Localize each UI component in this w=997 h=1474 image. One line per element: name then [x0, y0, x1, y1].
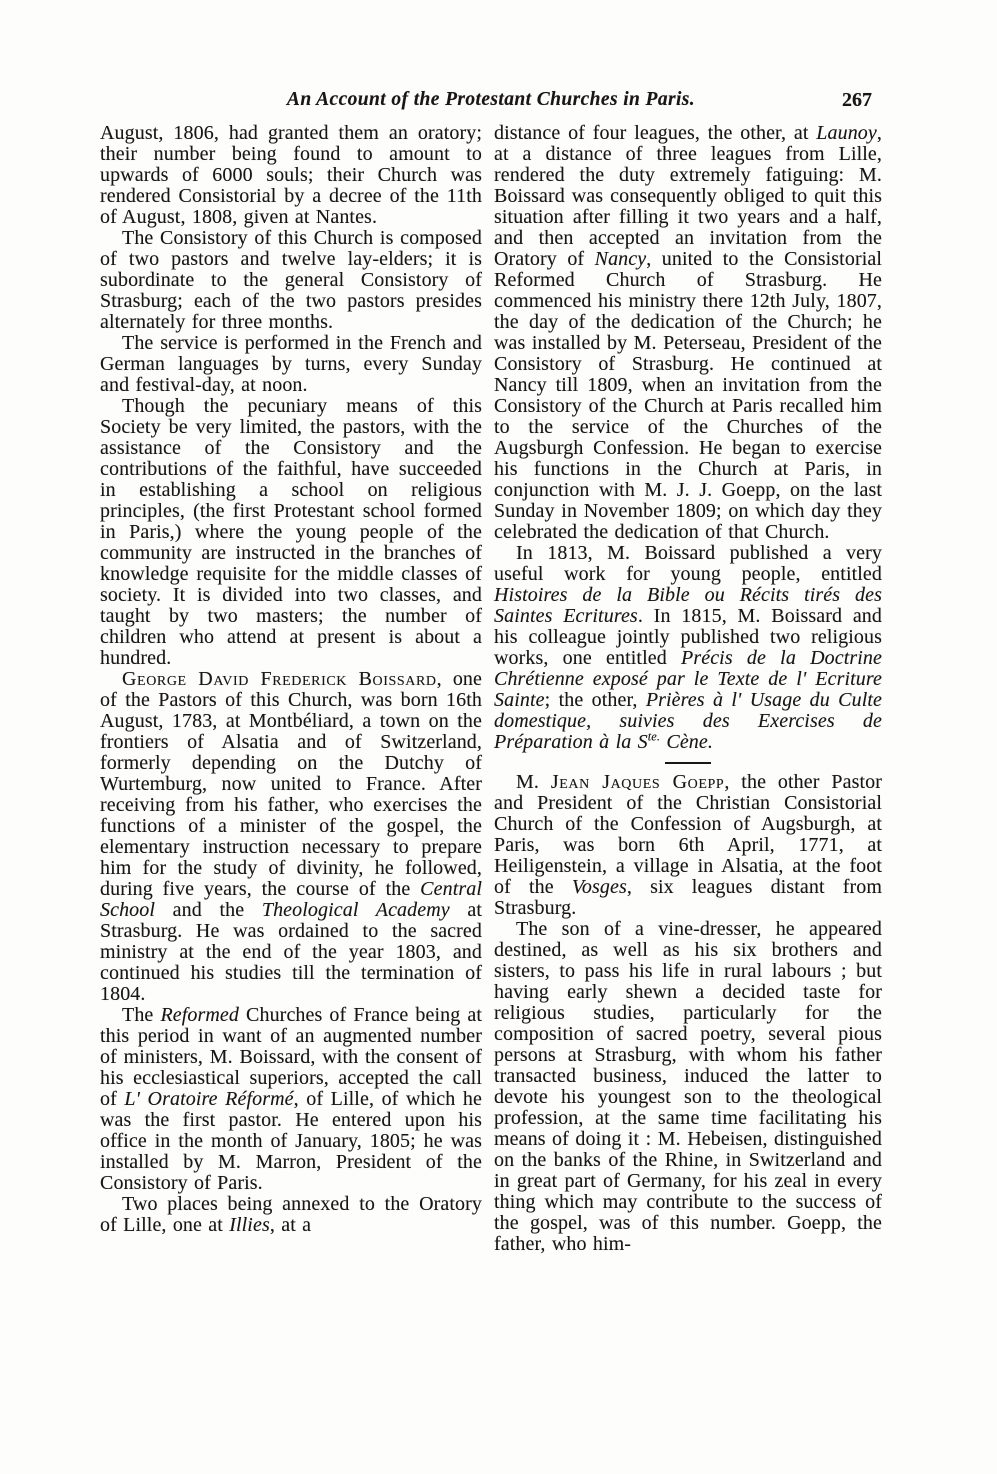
styled-text-run: L' Oratoire Réformé — [124, 1088, 294, 1110]
page-header — [100, 89, 882, 115]
text-run: The son of a vine-dresser, he appeared destined, as well as his six brothers and sisters, to pass his life in rural labours ; but having early shewn a decided taste for religious studies, particularly for the composition of sacred poetry, several pious persons at Strasburg, with whom his father transacted business, induced the latter to devote his youngest son to the theological profession, at the same time facilitating his means of doing it : M. Hebeisen, distinguished on the banks of the Rhine, in Switzerland and in great part of Germany, for his zeal in every thing which may contribute to the success of the gospel, was of this number. Goepp, the father, who him- — [494, 918, 882, 1255]
text-run: . In 1815, M. Boissard and his colleague jointly published two religious works, one entitled — [494, 605, 883, 669]
paragraph — [100, 123, 482, 228]
person-name-smallcaps: Jean Jaques Goepp — [550, 771, 725, 793]
paragraph — [100, 396, 482, 669]
text-run: , the other Pastor and President of the Christian Consistorial Church of the Confession of Augsburgh, at Paris, was born 6th April, 1771, at Heiligenstein, a village in Alsatia, at the foot of the — [494, 771, 882, 898]
styled-text-run: Nancy — [594, 248, 647, 270]
styled-text-run: Illies — [229, 1214, 270, 1236]
text-run: , of Lille, of which he was the first pastor. He entered upon his office in the month of January, 1805; he was installed by M. Marron, President of the Consistory of Paris. — [100, 1088, 482, 1194]
paragraph — [100, 1194, 482, 1236]
text-run: , at a distance of three leagues from Lille, rendered the duty extremely fatiguing: M. Boissard was consequently obliged to quit this situation after filling it two years and a half, and then accepted an invitation from the Oratory of — [494, 122, 882, 270]
text-run: ; the other, — [544, 689, 646, 711]
paragraph — [100, 333, 482, 396]
styled-text-run: Histoires de la Bible ou Récits tirés des Saintes Ecritures — [494, 584, 882, 627]
text-run: and the — [155, 899, 262, 921]
styled-text-run: Vosges — [571, 876, 627, 898]
text-run: M. — [516, 771, 551, 793]
paragraph — [100, 228, 482, 333]
text-run: , six leagues distant from Strasburg. — [494, 876, 882, 919]
styled-text-run: Prières à l' Usage du Culte domestique, suivies des Exercises de Préparation à la S — [494, 689, 882, 753]
text-run: The Consistory of this Church is composed of two pastors and twelve lay-elders; it is subordinate to the general Consistory of Strasburg; each of the two pastors presides alternately for three months. — [100, 227, 482, 333]
paragraph — [494, 772, 882, 919]
text-run: In 1813, M. Boissard published a very useful work for young people, entitled — [494, 542, 882, 585]
paragraph — [494, 123, 882, 543]
text-run: The — [122, 1004, 161, 1026]
text-run: The service is performed in the French and German languages by turns, every Sunday and festival-day, at noon. — [100, 332, 482, 396]
text-run: at Strasburg. He was ordained to the sacred ministry at the end of the year 1803, and continued his studies till the termination of 1804. — [100, 899, 483, 1005]
styled-text-run: Cène. — [660, 731, 713, 753]
text-column-right — [494, 123, 882, 1255]
text-run: , united to the Consistorial Reformed Church of Strasburg. He commenced his ministry there 12th July, 1807, the day of the dedication of the Church; he was installed by M. Peterseau, President of the Consistory of Strasburg. He continued at Nancy till 1809, when an invitation from the Consistory of the Church at Paris recalled him to the service of the Churches of the Augsburgh Confession. He began to exercise his functions in the Church at Paris, in conjunction with M. J. J. Goepp, on the last Sunday in November 1809; on which day they celebrated the dedication of that Church. — [494, 248, 882, 543]
styled-text-run: Central School — [100, 878, 482, 921]
text-run: Though the pecuniary means of this Society be very limited, the pastors, with the assistance of the Consistory and the contributions of the faithful, have succeeded in establishing a school on religious principles, (the first Protestant school formed in Paris,) where the young people of the community are instructed in the branches of knowledge requisite for the middle classes of society. It is divided into two classes, and taught by two masters; the number of children who attend at present is about a hundred. — [100, 395, 482, 669]
section-divider-rule — [665, 762, 711, 764]
styled-text-run: Launoy — [816, 122, 877, 144]
styled-text-run: te. — [647, 729, 661, 744]
running-title: An Account of the Protestant Churches in Paris. — [286, 89, 696, 110]
styled-text-run: Précis de la Doctrine Chrétienne exposé par le Texte de l' Ecriture Sainte — [494, 647, 882, 711]
text-run: , at a — [269, 1214, 312, 1236]
text-run: Two places being annexed to the Oratory of Lille, one at — [100, 1193, 482, 1236]
page-number: 267 — [842, 89, 872, 111]
paragraph — [100, 669, 482, 1005]
paragraph — [100, 1005, 482, 1194]
paragraph — [494, 543, 882, 753]
text-run: August, 1806, had granted them an oratory; their number being found to amount to upwards of 6000 souls; their Church was rendered Consistorial by a decree of the 11th of August, 1808, given at Nantes. — [100, 122, 482, 228]
styled-text-run: Reformed — [160, 1004, 239, 1026]
text-run: Churches of France being at this period in want of an augmented number of ministers, M. Boissard, with the consent of his ecclesiastical superiors, accepted the call of — [100, 1004, 482, 1110]
text-run: distance of four leagues, the other, at — [494, 122, 817, 144]
paragraph — [494, 919, 882, 1255]
text-run: , one of the Pastors of this Church, was born 16th August, 1783, at Montbéliard, a town on the frontiers of Alsatia and of Switzerland, formerly depending on the Dutchy of Wurtemburg, now united to France. After receiving from his father, who exercises the functions of a minister of the gospel, the elementary instruction necessary to prepare him for the study of divinity, he followed, during five years, the course of the — [100, 668, 482, 900]
styled-text-run: Theological Academy — [261, 899, 450, 921]
text-column-left — [100, 123, 482, 1236]
person-name-smallcaps: George David Frederick Boissard — [122, 668, 437, 690]
